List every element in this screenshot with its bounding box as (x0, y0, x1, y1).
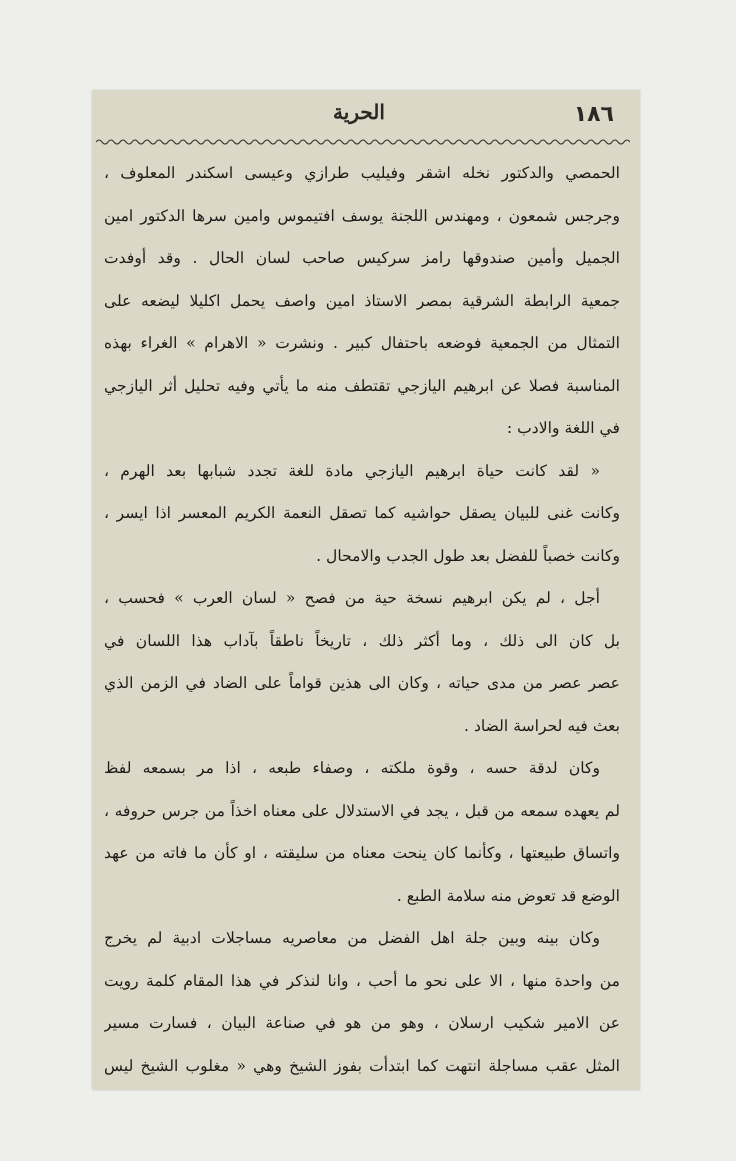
body-text (104, 152, 620, 1087)
text-line: عصر عصر من مدى حياته ، وكان الى هذين قواماً على الضاد في الزمن الذي (104, 674, 620, 692)
text-line: التمثال من الجمعية فوضعه باحتفال كبير . ونشرت « الاهرام » الغراء بهذه (104, 334, 620, 352)
text-line: جمعية الرابطة الشرقية بمصر الاستاذ امين واصف يحمل اكليلا ليضعه على (104, 291, 620, 310)
text-line: وكانت غنى للبيان يصقل حواشيه كما تصقل النعمة الكريم المعسر اذا ايسر ، (104, 504, 620, 522)
text-line: من واحدة منها ، الا على نحو ما أحب ، وانا لنذكر في هذا المقام كلمة رويت (104, 971, 620, 990)
text-line: وكانت خصباً للفضل بعد طول الجدب والامحال . (316, 546, 620, 565)
running-head (104, 100, 614, 136)
text-line: المناسبة فصلا عن ابرهيم اليازجي تقتطف منه ما يأتي وفيه تحليل أثر اليازجي (104, 376, 620, 395)
text-line: بل كان الى ذلك ، وما أكثر ذلك ، تاريخاً ناطقاً بآداب هذا اللسان في (104, 631, 620, 650)
text-line: وكان لدقة حسه ، وقوة ملكته ، وصفاء طبعه ، اذا مر بسمعه لفظ (104, 759, 600, 777)
wavy-rule (96, 136, 630, 148)
text-line: المثل عقب مساجلة انتهت كما ابتدأت بفوز الشيخ وهي « مغلوب الشيخ ليس (104, 1056, 620, 1075)
text-line: لم يعهده سمعه من قبل ، يجد في الاستدلال على معناه اخذاً من جرس حروفه ، (104, 801, 620, 820)
text-line: عن الامير شكيب ارسلان ، وهو من هو في صناعة البيان ، فسارت مسير (104, 1014, 620, 1032)
text-line: واتساق طبيعتها ، وكأنما كان ينحت معناه من سليقته ، او كأن ما فاته من عهد (104, 844, 620, 862)
wavy-rule-line (96, 140, 630, 144)
text-line: الجميل وأمين صندوقها رامز سركيس صاحب لسان الحال . وقد أوفدت (104, 249, 620, 267)
text-line: في اللغة والادب : (506, 419, 620, 437)
text-line: الوضع قد تعوض منه سلامة الطبع . (396, 886, 620, 905)
page-number: ١٨٦ (573, 102, 614, 127)
text-line: أجل ، لم يكن ابرهيم نسخة حية من فصح « لسان العرب » فحسب ، (104, 589, 600, 607)
text-line: وكان بينه وبين جلة اهل الفضل من معاصريه مساجلات ادبية لم يخرج (104, 929, 600, 947)
text-line: بعث فيه لحراسة الضاد . (464, 716, 620, 735)
text-line: « لقد كانت حياة ابرهيم اليازجي مادة للغة تجدد شبابها بعد الهرم ، (104, 461, 600, 480)
text-line: وجرجس شمعون ، ومهندس اللجنة يوسف افتيموس وامين سرها الدكتور امين (104, 206, 620, 225)
text-line: الحمصي والدكتور نخله اشقر وفيليب طرازي وعيسى اسكندر المعلوف ، (104, 164, 620, 182)
running-title: الحرية (333, 100, 385, 124)
